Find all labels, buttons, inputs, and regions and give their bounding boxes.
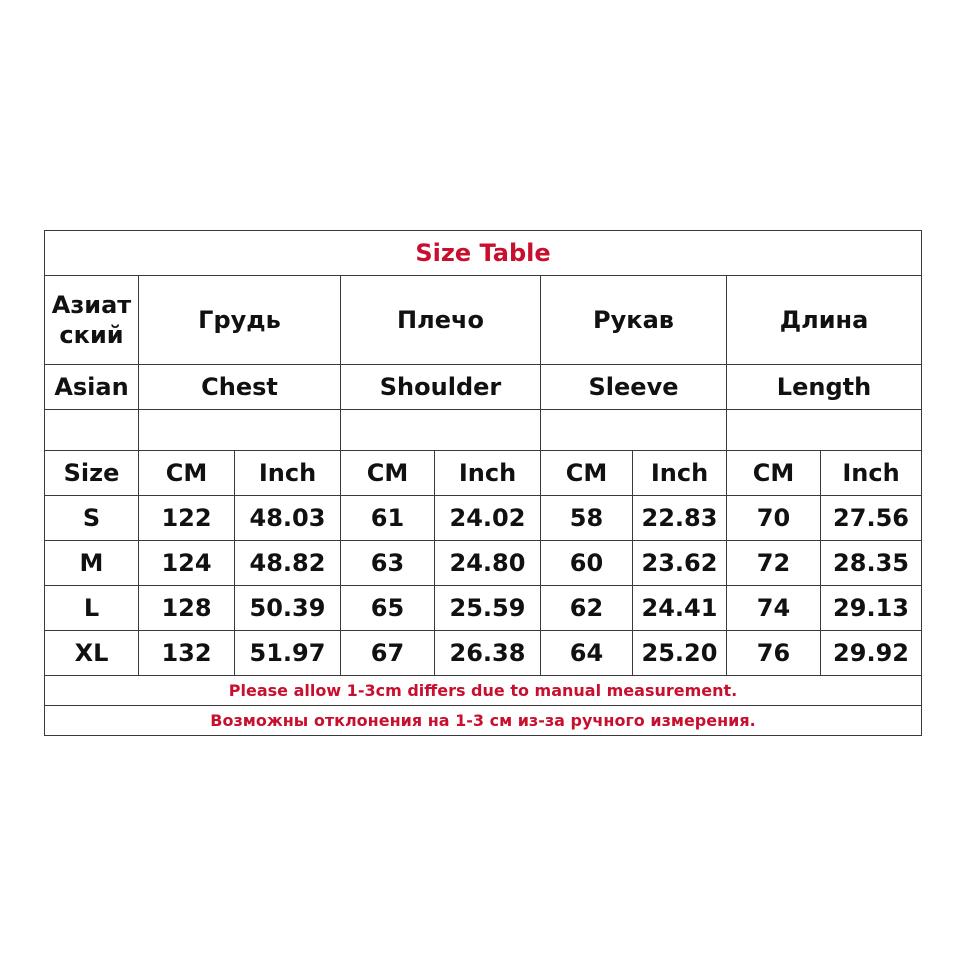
unit-header-row xyxy=(45,451,922,496)
sleeve-cm-cell: 62 xyxy=(541,586,633,631)
shoulder-inch-cell: 26.38 xyxy=(435,631,541,676)
asian-ru-header xyxy=(45,276,139,365)
shoulder-cm-cell: 67 xyxy=(341,631,435,676)
chest-inch-cell: 48.03 xyxy=(235,496,341,541)
sleeve-cm-header: CM xyxy=(541,451,633,496)
length-ru-header: Длина xyxy=(727,276,922,365)
russian-header-row xyxy=(45,276,922,365)
table-title: Size Table xyxy=(45,231,922,276)
size-cell: M xyxy=(45,541,139,586)
table-row xyxy=(45,496,922,541)
sleeve-inch-cell: 23.62 xyxy=(633,541,727,586)
length-inch-header: Inch xyxy=(821,451,922,496)
shoulder-cm-cell: 63 xyxy=(341,541,435,586)
chest-inch-cell: 51.97 xyxy=(235,631,341,676)
note-english: Please allow 1-3cm differs due to manual measurement. xyxy=(45,676,922,706)
shoulder-cm-cell: 65 xyxy=(341,586,435,631)
table-row xyxy=(45,631,922,676)
chest-cm-header: CM xyxy=(139,451,235,496)
table-row xyxy=(45,541,922,586)
length-cm-header: CM xyxy=(727,451,821,496)
table-row xyxy=(45,586,922,631)
chest-cm-cell: 124 xyxy=(139,541,235,586)
english-header-row xyxy=(45,365,922,410)
length-cm-cell: 74 xyxy=(727,586,821,631)
sleeve-cm-cell: 64 xyxy=(541,631,633,676)
chest-cm-cell: 122 xyxy=(139,496,235,541)
length-cm-cell: 76 xyxy=(727,631,821,676)
shoulder-inch-cell: 24.80 xyxy=(435,541,541,586)
chest-cm-cell: 128 xyxy=(139,586,235,631)
shoulder-inch-cell: 25.59 xyxy=(435,586,541,631)
sleeve-inch-cell: 22.83 xyxy=(633,496,727,541)
shoulder-ru-header: Плечо xyxy=(341,276,541,365)
size-cell: L xyxy=(45,586,139,631)
sleeve-cm-cell: 60 xyxy=(541,541,633,586)
length-en-header: Length xyxy=(727,365,922,410)
shoulder-inch-header: Inch xyxy=(435,451,541,496)
sleeve-cm-cell: 58 xyxy=(541,496,633,541)
size-header: Size xyxy=(45,451,139,496)
note-row-ru xyxy=(45,706,922,736)
length-inch-cell: 29.92 xyxy=(821,631,922,676)
shoulder-inch-cell: 24.02 xyxy=(435,496,541,541)
sleeve-en-header: Sleeve xyxy=(541,365,727,410)
blank-cell xyxy=(139,410,341,451)
note-russian: Возможны отклонения на 1-3 см из-за ручного измерения. xyxy=(45,706,922,736)
length-cm-cell: 70 xyxy=(727,496,821,541)
shoulder-cm-cell: 61 xyxy=(341,496,435,541)
chest-ru-header: Грудь xyxy=(139,276,341,365)
title-row xyxy=(45,231,922,276)
sleeve-inch-cell: 24.41 xyxy=(633,586,727,631)
blank-row xyxy=(45,410,922,451)
size-cell: S xyxy=(45,496,139,541)
length-inch-cell: 29.13 xyxy=(821,586,922,631)
length-inch-cell: 27.56 xyxy=(821,496,922,541)
note-row-en xyxy=(45,676,922,706)
chest-inch-cell: 50.39 xyxy=(235,586,341,631)
chest-cm-cell: 132 xyxy=(139,631,235,676)
chest-inch-header: Inch xyxy=(235,451,341,496)
shoulder-en-header: Shoulder xyxy=(341,365,541,410)
sleeve-inch-header: Inch xyxy=(633,451,727,496)
asian-en-header: Asian xyxy=(45,365,139,410)
asian-ru-line1: Азиат xyxy=(51,291,132,319)
sleeve-ru-header: Рукав xyxy=(541,276,727,365)
sleeve-inch-cell: 25.20 xyxy=(633,631,727,676)
length-inch-cell: 28.35 xyxy=(821,541,922,586)
shoulder-cm-header: CM xyxy=(341,451,435,496)
size-table xyxy=(44,230,922,736)
size-cell: XL xyxy=(45,631,139,676)
blank-cell xyxy=(341,410,541,451)
blank-cell xyxy=(45,410,139,451)
length-cm-cell: 72 xyxy=(727,541,821,586)
blank-cell xyxy=(541,410,727,451)
blank-cell xyxy=(727,410,922,451)
chest-inch-cell: 48.82 xyxy=(235,541,341,586)
asian-ru-line2: ский xyxy=(59,321,124,349)
chest-en-header: Chest xyxy=(139,365,341,410)
